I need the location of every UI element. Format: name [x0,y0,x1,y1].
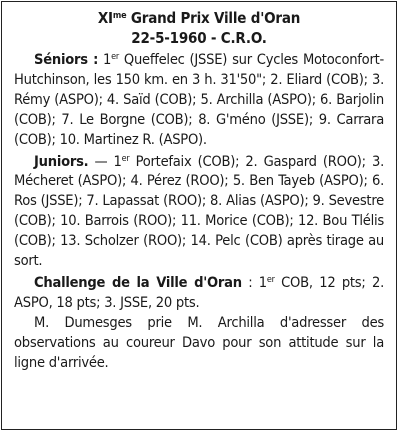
juniors-rank-suffix: er [121,153,130,164]
juniors-text: Portefaix (COB); 2. Gaspard (ROO); 3. Mécheret (ASPO); 4. Pérez (ROO); 5. Ben Tayeb (ASPO); 6. Ros (JSSE); 7. Lapassat (ROO); 8. Alias (ASPO); 9. Sevestre (COB); 10. Barrois (ROO); 11. Morice (COB); 12. Bou Tlélis (COB); 13. Scholzer (ROO); 14. Pelc (COB) après tirage au sort. [14,152,384,270]
challenge-text: COB, 12 pts; 2. ASPO, 18 pts; 3. JSSE, 20 pts. [14,273,384,311]
seniors-label: Séniors : [34,51,99,68]
article-content [14,6,384,373]
article-subtitle: 22-5-1960 - C.R.O. [131,29,267,47]
seniors-rank-suffix: er [111,52,119,62]
juniors-results [14,150,384,271]
challenge-results [14,271,384,313]
title-race-name: Grand Prix Ville d'Oran [126,9,301,27]
challenge-rank-suffix: er [266,274,275,285]
article-title [14,6,384,28]
juniors-rank-prefix: — 1 [88,152,122,170]
challenge-label: Challenge de la Ville d'Oran [34,273,242,291]
closing-note: M. Dumesges prie M. Archilla d'adresser des observations au coureur Davo pour son attitude sur la ligne d'arrivée. [14,313,384,371]
title-ordinal-suffix: me [112,11,127,21]
seniors-rank-prefix: 1 [98,51,112,68]
title-ordinal: XI [97,9,113,27]
juniors-label: Juniors. [34,152,89,170]
challenge-rank-prefix: : 1 [241,273,267,291]
seniors-text: Queffelec (JSSE) sur Cycles Motoconfort-Hutchinson, les 150 km. en 3 h. 31'50"; 2. Eliard (COB); 3. Rémy (ASPO); 4. Saïd (COB); 5. Archilla (ASPO); 6. Barjolin (COB); 7. Le Borgne (COB); 8. G'méno (JSSE); 9. Carrara (COB); 10. Martinez R. (ASPO). [14,51,384,148]
seniors-results [14,48,384,150]
